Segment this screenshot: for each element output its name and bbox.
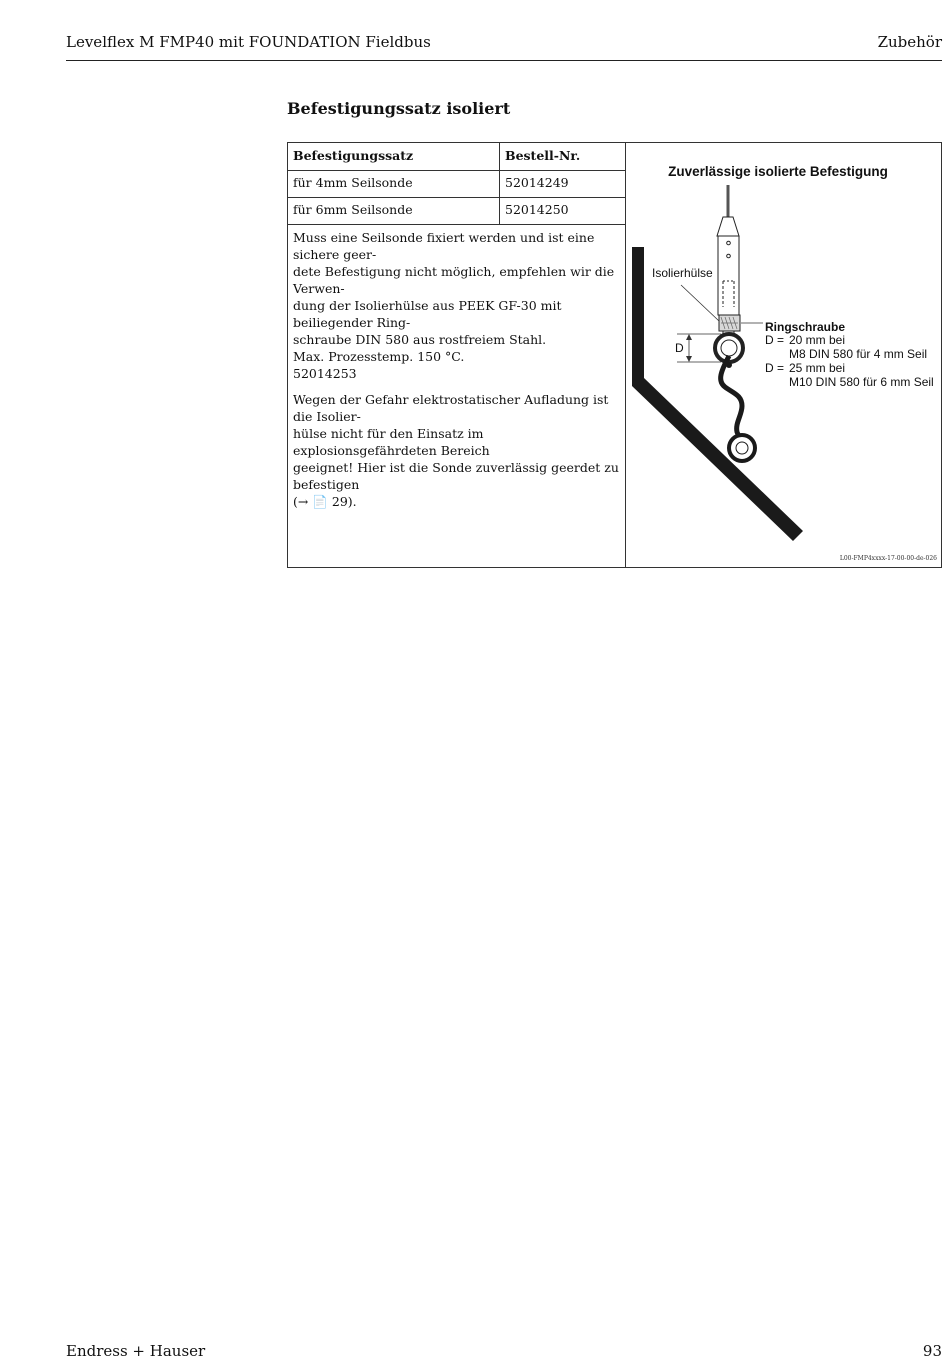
table-cell-item: für 4mm Seilsonde — [293, 175, 413, 190]
ringschraube-prefix: D = — [765, 333, 785, 347]
table-header-number: Bestell-Nr. — [505, 148, 581, 163]
text-line: schraube DIN 580 aus rostfreiem Stahl. — [293, 332, 547, 347]
figure-panel — [625, 143, 941, 567]
ringschraube-prefix: D = — [765, 361, 785, 375]
section-name: Zubehör — [877, 33, 942, 51]
description — [293, 229, 620, 519]
table-row — [288, 170, 625, 198]
text-line: Wegen der Gefahr elektrostatischer Aufladung ist die Isolier- — [293, 392, 609, 424]
section-heading: Befestigungssatz isoliert — [287, 99, 511, 118]
ringschraube-spec: 20 mm bei — [789, 333, 846, 347]
order-table — [288, 143, 626, 567]
description-paragraph-2 — [293, 391, 620, 510]
leader-line — [681, 285, 719, 321]
label-isolierhuelse: Isolierhülse — [652, 266, 713, 280]
table-cell-item: für 6mm Seilsonde — [293, 202, 413, 217]
s-hook — [721, 356, 746, 445]
probe-cone — [717, 217, 739, 236]
text-line: Max. Prozesstemp. 150 °C. — [293, 349, 465, 364]
figure-title: Zuverlässige isolierte Befestigung — [668, 164, 888, 179]
order-number-line: 52014253 — [293, 366, 357, 381]
figure-code: L00-FMP4xxxx-17-00-00-de-026 — [839, 555, 937, 562]
description-paragraph-1 — [293, 229, 620, 382]
table-cell-number: 52014249 — [505, 175, 569, 190]
ringschraube-spec: M10 DIN 580 für 6 mm Seil — [789, 375, 934, 389]
text-line: geeignet! Hier ist die Sonde zuverlässig geerdet zu befestigen — [293, 460, 619, 492]
label-dimension-d: D — [675, 341, 684, 355]
footer-brand: Endress + Hauser — [66, 1342, 206, 1360]
page-reference-line: (→ 📄 29). — [293, 494, 357, 509]
document-title: Levelflex M FMP40 mit FOUNDATION Fieldbus — [66, 33, 431, 51]
ringschraube-spec: M8 DIN 580 für 4 mm Seil — [789, 347, 928, 361]
table-cell-number: 52014250 — [505, 202, 569, 217]
table-header-item: Befestigungssatz — [293, 148, 414, 163]
table-header-row — [288, 143, 625, 171]
page-header — [66, 31, 942, 61]
text-line: Muss eine Seilsonde fixiert werden und ist eine sichere geer- — [293, 230, 595, 262]
text-line: dung der Isolierhülse aus PEEK GF-30 mit beiliegender Ring- — [293, 298, 562, 330]
table-row — [288, 197, 625, 225]
page-number: 93 — [922, 1342, 942, 1360]
accessory-box — [287, 142, 942, 568]
text-line: hülse nicht für den Einsatz im explosionsgefährdeten Bereich — [293, 426, 490, 458]
probe-body — [718, 236, 739, 315]
text-line: dete Befestigung nicht möglich, empfehlen wir die Verwen- — [293, 264, 615, 296]
ringschraube-spec: 25 mm bei — [789, 361, 846, 375]
label-ringschraube: Ringschraube — [765, 320, 846, 334]
